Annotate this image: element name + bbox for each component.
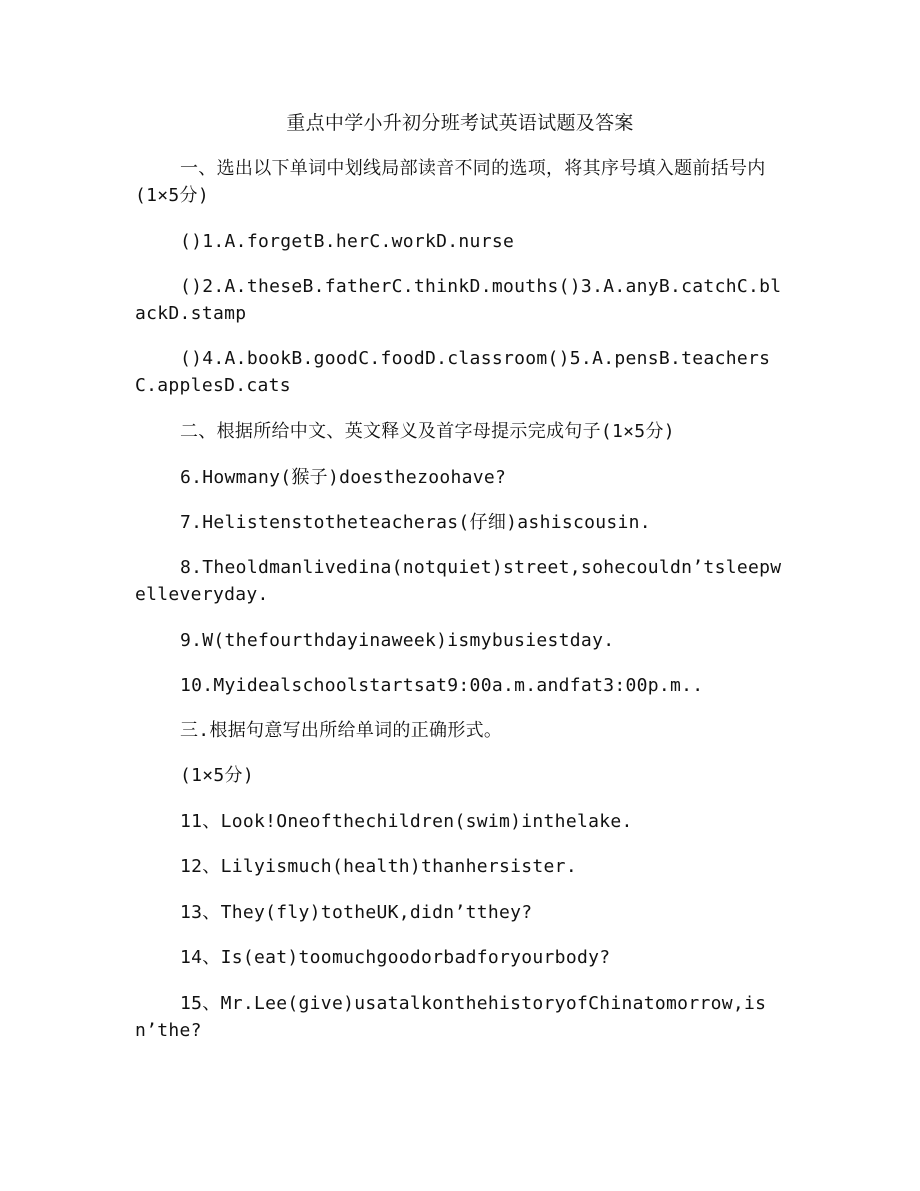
section-3-heading: 三.根据句意写出所给单词的正确形式。 [180,720,503,741]
section-2-heading: 二、根据所给中文、英文释义及首字母提示完成句子(1×5分) [180,421,675,442]
question-7: 7.Helistenstotheteacheras(仔细)ashiscousin. [180,512,651,533]
section-3-score: (1×5分) [180,765,254,786]
question-4-5: ()4.A.bookB.goodC.foodD.classroom()5.A.pensB.teachersC.applesD.cats [135,348,771,396]
section-1-heading: 一、选出以下单词中划线局部读音不同的选项，将其序号填入题前括号内(1×5分) [135,158,766,206]
question-15: 15、Mr.Lee(give)usatalkonthehistoryofChinatomorrow,isn’the? [135,993,767,1041]
question-12: 12、Lilyismuch(health)thanhersister. [180,856,577,877]
question-6: 6.Howmany(猴子)doesthezoohave? [180,467,507,488]
question-1: ()1.A.forgetB.herC.workD.nurse [180,231,515,252]
question-8: 8.Theoldmanlivedina(notquiet)street,sohecouldn’tsleepwelleveryday. [135,557,782,605]
question-9: 9.W(thefourthdayinaweek)ismybusiestday. [180,630,615,651]
question-13: 13、They(fly)totheUK,didn’tthey? [180,902,533,923]
question-11: 11、Look!Oneofthechildren(swim)inthelake. [180,811,633,832]
question-10: 10.Myidealschoolstartsat9:00a.m.andfat3:00p.m.. [180,675,704,696]
question-2-3: ()2.A.theseB.fatherC.thinkD.mouths()3.A.anyB.catchC.blackD.stamp [135,276,782,324]
document-title: 重点中学小升初分班考试英语试题及答案 [286,112,634,134]
question-14: 14、Is(eat)toomuchgoodorbadforyourbody? [180,947,611,968]
